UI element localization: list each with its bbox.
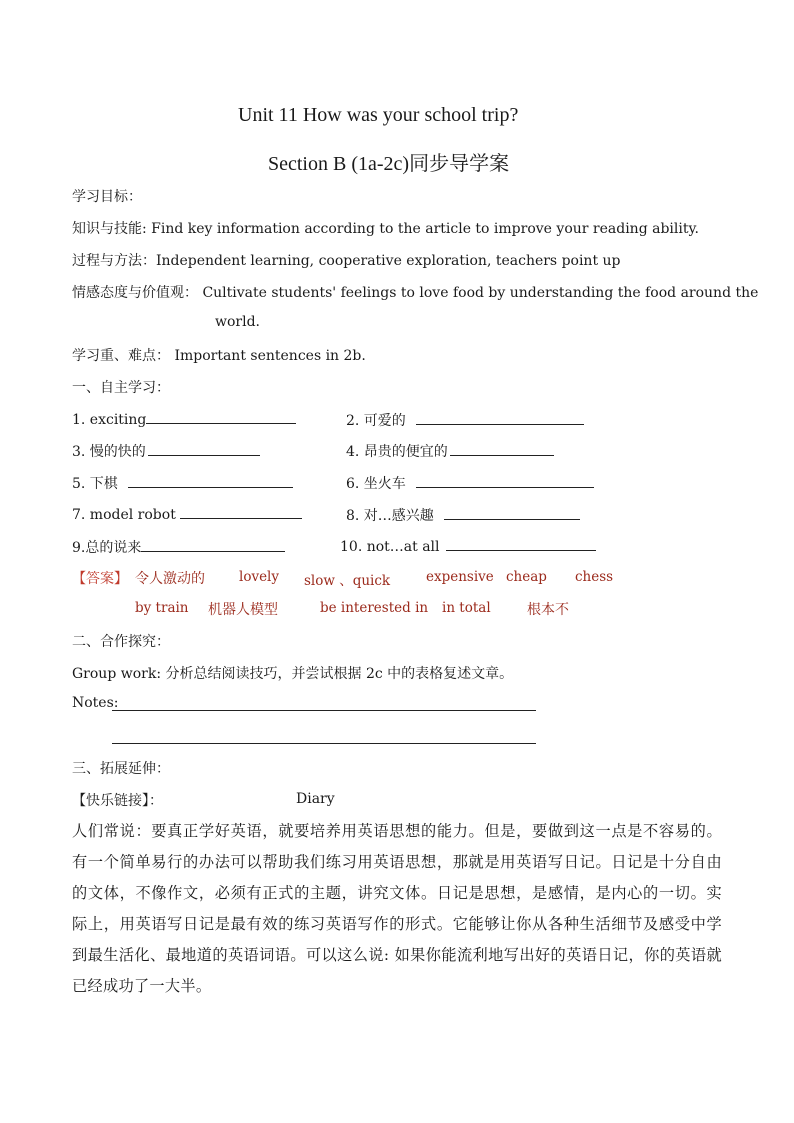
exercise-label: 10. not…at all (340, 539, 440, 555)
answer-blank[interactable] (148, 442, 260, 456)
cooperate-heading: 二、合作探究： (72, 634, 170, 650)
answer-blank[interactable] (444, 506, 580, 520)
answer-word: 令人激动的 (135, 571, 205, 587)
answer-blank[interactable] (180, 505, 302, 519)
notes-line[interactable] (112, 710, 536, 711)
answer-blank[interactable] (128, 474, 293, 488)
exercise-label: 5. 下棋 (72, 476, 118, 492)
exercise-label: 9.总的说来 (72, 540, 142, 556)
answer-word: chess (575, 569, 614, 585)
goal-emotion-line2: world. (215, 314, 260, 330)
answer-word: slow 、quick (304, 573, 391, 589)
exercise-item (346, 441, 554, 461)
exercise-label: 1. exciting (72, 412, 147, 428)
exercise-label: 3. 慢的快的 (72, 444, 146, 460)
answer-tag: 【答案】 (72, 571, 128, 587)
extend-heading: 三、拓展延伸： (72, 761, 170, 777)
exercise-item (346, 410, 584, 430)
answer-word: 根本不 (527, 602, 569, 618)
exercise-item (72, 473, 293, 493)
exercise-item (72, 505, 302, 523)
exercise-label: 2. 可爱的 (346, 413, 406, 429)
answer-word: by train (135, 600, 189, 616)
exercise-item (72, 410, 296, 428)
group-work-task: Group work: 分析总结阅读技巧，并尝试根据 2c 中的表格复述文章。 (72, 666, 514, 682)
answer-blank[interactable] (416, 411, 584, 425)
goal-knowledge: 知识与技能: Find key information according to the article to improve your reading ability. (72, 221, 699, 237)
goals-heading: 学习目标： (72, 189, 142, 205)
answer-word: in total (442, 600, 491, 616)
answer-word: be interested in (320, 600, 429, 616)
answer-blank[interactable] (446, 537, 596, 551)
answer-blank[interactable] (450, 442, 554, 456)
exercise-label: 7. model robot (72, 507, 176, 523)
exercise-item (72, 441, 260, 461)
exercise-label: 8. 对…感兴趣 (346, 508, 434, 524)
diary-paragraph: 人们常说：要真正学好英语，就要培养用英语思想的能力。但是，要做到这一点是不容易的。有一个简单易行的办法可以帮助我们练习用英语思想，那就是用英语写日记。日记是十分自由的文体，不像作文，必须有正式的主题，讲究文体。日记是思想，是感情，是内心的一切。实际上，用英语写日记是最有效的练习英语写作的形式。它能够让你从各种生活细节及感受中学到最生活化、最地道的英语词语。可以这么说: 如果你能流利地写出好的英语日记，你的英语就已经成功了一大半。 (72, 822, 722, 995)
happy-link-label: 【快乐链接】： (72, 793, 163, 809)
answer-blank[interactable] (416, 474, 594, 488)
answer-word: expensive (426, 569, 494, 585)
notes-line[interactable] (112, 743, 536, 744)
answer-word: lovely (239, 569, 280, 585)
answer-blank[interactable] (141, 538, 285, 552)
exercise-label: 6. 坐火车 (346, 476, 406, 492)
exercise-item (346, 505, 580, 525)
unit-title: Unit 11 How was your school trip? (238, 104, 519, 126)
notes-label: Notes: (72, 695, 119, 711)
answer-word: 机器人模型 (208, 602, 278, 618)
exercise-item (72, 537, 285, 557)
answer-blank[interactable] (146, 410, 296, 424)
self-study-heading: 一、自主学习： (72, 380, 170, 396)
exercise-item (340, 537, 596, 555)
section-title: Section B (1a-2c)同步导学案 (268, 153, 510, 175)
exercise-label: 4. 昂贵的便宜的 (346, 444, 448, 460)
diary-title: Diary (296, 791, 335, 807)
goal-process: 过程与方法：Independent learning, cooperative exploration, teachers point up (72, 253, 621, 269)
key-points: 学习重、难点： Important sentences in 2b. (72, 348, 366, 364)
exercise-item (346, 473, 594, 493)
goal-emotion-line1: 情感态度与价值观： Cultivate students' feelings to love food by understanding the food around the (72, 285, 759, 301)
answer-word: cheap (506, 569, 547, 585)
